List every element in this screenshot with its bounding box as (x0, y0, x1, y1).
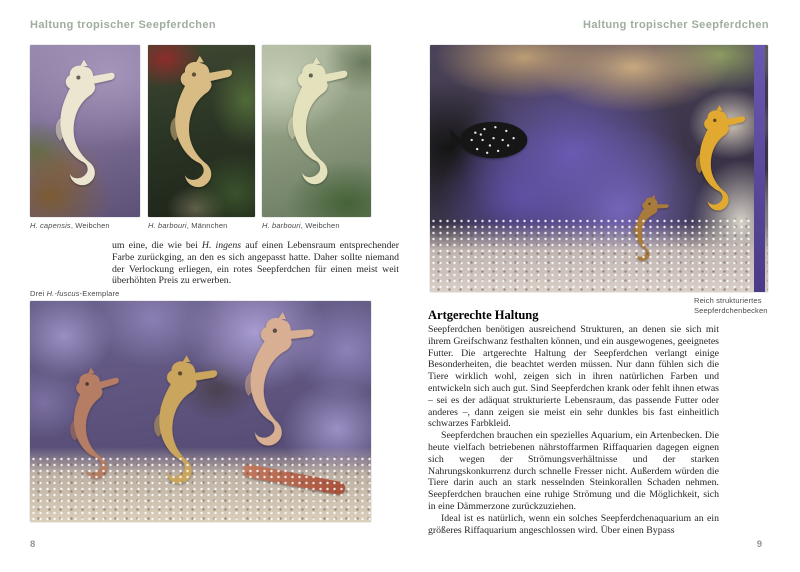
caption-photo-2 (148, 221, 227, 231)
caption-label: , Weibchen (70, 221, 110, 230)
photo-h-barbouri-weibchen (262, 45, 371, 217)
caption-label: Drei (30, 289, 47, 298)
photo-three-h-fuscus (30, 301, 371, 522)
section-heading: Artgerechte Haltung (428, 308, 539, 322)
caption-label: , Weibchen (300, 221, 340, 230)
caption-label: -Exemplare (79, 289, 120, 298)
caption-photo-3 (262, 221, 340, 231)
seahorse-illustration (158, 53, 248, 209)
paragraph: Seepferdchen brauchen ein spezielles Aquarium, ein Artenbecken. Die heute vielfach betriebenen nährstoffarmen Riffaquarien dagegen eignen sich wegen der Strömungsverhältnisse und der starken Nahrungskonkurrenz durch schnelle Fresser nicht. Außerdem würden die Tiere darin auch an stark nesselnden Steinkorallen Schaden nehmen. Seepferdchen brauchen eine ruhige Strömung und die Möglichkeit, sich in eine Dämmerzone zurückzuziehen. (428, 430, 719, 512)
species-name: H. capensis (30, 221, 71, 230)
seahorse-illustration (44, 57, 130, 206)
paragraph: Seepferdchen benötigen ausreichend Strukturen, an denen sie sich mit ihrem Greifschwanz festhalten können, und ein ausgewogenes, geeignetes Futter. Die artgerechte Haltung der Seepferdchen verlangt einige Besonderheiten, die beachtet werden müssen. Nur dann fühlen sich die Tiere wirklich wohl, zeigen sich in ihren natürlichen Farben und entwickeln sich auch gut. Sind Seepferdchen krank oder fehlt ihnen etwas – sei es der adäquat strukturierte Lebensraum, das passende Futter oder anderes –, dann zeigen sie meist ein sehr dunkles bis fast einheitlich schwarzes Farbkleid. (428, 324, 719, 430)
caption-bottom-photo (30, 289, 119, 299)
sand-texture (430, 218, 768, 292)
caption-photo-1 (30, 221, 110, 231)
photo-h-capensis-weibchen (30, 45, 140, 217)
seahorse-illustration (224, 305, 332, 474)
caption-tank-photo: Reich strukturiertes Seepferdchenbecken (694, 296, 768, 315)
running-header-right: Haltung tropischer Seepferdchen (583, 19, 769, 31)
running-header-left: Haltung tropischer Seepferdchen (30, 19, 216, 31)
photo-h-barbouri-maennchen (148, 45, 255, 217)
species-name: H. barbouri (148, 221, 187, 230)
photo-seahorse-tank (430, 45, 768, 292)
paragraph-text: auf einen Lebensraum entsprechender Farbe zurückging, an den es sich angepasst hatte. Daher sollte niemand der Verlockung erliegen, ein rotes Seepferdchen für einen meist weit überhöhten Preis zu erwerben. (112, 240, 399, 287)
paragraph-text: um eine, die wie bei (112, 240, 202, 251)
species-name: H. barbouri (262, 221, 301, 230)
species-name: H.-fuscus (46, 289, 80, 298)
left-page-paragraph (112, 240, 399, 287)
sand-texture (30, 456, 371, 522)
spotted-fish-illustration (448, 111, 530, 169)
right-page-text-column (428, 324, 719, 536)
tank-frame-edge (754, 45, 765, 292)
page-number-left: 8 (30, 539, 36, 550)
paragraph: Ideal ist es natürlich, wenn ein solches Seepferdchenaquarium an ein größeres Riffaquarium angeschlossen wird. Über einen Bypass (428, 512, 719, 536)
page-number-right: 9 (756, 539, 762, 550)
species-name: H. ingens (201, 240, 242, 251)
seahorse-illustration (686, 103, 758, 228)
seahorse-illustration (276, 55, 363, 205)
caption-label: , Männchen (186, 221, 228, 230)
